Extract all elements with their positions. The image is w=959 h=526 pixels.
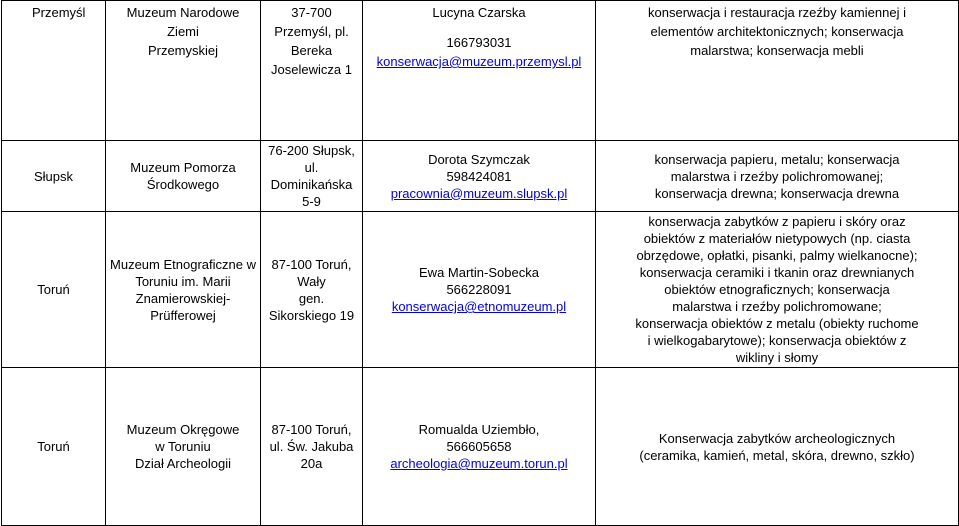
contact-phone: 566605658: [446, 439, 512, 454]
scope-line: konserwacja zabytków z papieru i skóry oraz: [648, 214, 906, 229]
museum-name-line: Muzeum Okręgowe: [126, 422, 240, 437]
scope-cell: [596, 1, 959, 141]
scope-cell: [596, 212, 959, 368]
address-cell: [261, 141, 363, 212]
museum-name-line: Muzeum Narodowe Ziemi: [126, 5, 240, 39]
contact-person: Lucyna Czarska: [432, 5, 526, 20]
scope-cell: [596, 368, 959, 526]
contact-cell: [363, 141, 596, 212]
museum-name-line: Prüfferowej: [150, 307, 216, 323]
contact-email-link[interactable]: konserwacja@etnomuzeum.pl: [391, 299, 567, 314]
scope-cell: [596, 141, 959, 212]
museum-cell: [106, 1, 261, 141]
table-row: [2, 1, 959, 141]
museum-name-line: Muzeum Pomorza: [130, 160, 236, 175]
scope-line: konserwacja obiektów z metalu (obiekty ruchome: [635, 316, 919, 331]
table-row: [2, 141, 959, 212]
scope-line: i wielkogabarytowe); konserwacja obiektów z: [647, 333, 907, 348]
scope-line: obrzędowe, opłatki, pisanki, palmy wielkanocne);: [636, 248, 918, 263]
scope-line: obiektów etnograficznych; konserwacja: [664, 282, 890, 297]
address-line: Dominikańska 5-9: [270, 177, 353, 209]
address-cell: [261, 212, 363, 368]
museum-cell: [106, 368, 261, 526]
scope-line: konserwacja ceramiki i tkanin oraz drewnianych: [639, 265, 915, 280]
city-name: Toruń: [37, 439, 70, 454]
scope-line: malarstwa i rzeźby polichromowane;: [672, 299, 882, 314]
scope-line: konserwacja papieru, metalu; konserwacja: [654, 151, 900, 167]
museum-name-line: Przemyskiej: [147, 43, 219, 58]
contact-cell: [363, 368, 596, 526]
city-cell: [2, 368, 106, 526]
address-line: gen. Sikorskiego 19: [268, 290, 355, 323]
conservation-table: [1, 0, 959, 526]
address-line: Bereka Joselewicza 1: [271, 43, 352, 77]
contact-cell: [363, 1, 596, 141]
museum-cell: [106, 212, 261, 368]
table-row: [2, 212, 959, 368]
scope-line: (ceramika, kamień, metal, skóra, drewno, szkło): [639, 447, 915, 463]
address-line: ul. Św. Jakuba 20a: [269, 439, 354, 471]
contact-cell: [363, 212, 596, 368]
scope-line: konserwacja i restauracja rzeźby kamiennej i: [648, 5, 906, 20]
scope-line: wikliny i słomy: [735, 350, 819, 365]
address-cell: [261, 368, 363, 526]
scope-line: obiektów z materiałów nietypowych (np. ciasta: [643, 231, 911, 246]
table-row: [2, 368, 959, 526]
contact-person: Romualda Uziembło,: [418, 422, 540, 437]
address-line: 87-100 Toruń,: [271, 422, 352, 437]
city-name: Toruń: [37, 282, 70, 297]
museum-name-line: Środkowego: [146, 177, 220, 192]
museum-name-line: Dział Archeologii: [134, 456, 232, 471]
scope-line: malarstwa i rzeźby polichromowanej;: [670, 168, 884, 184]
city-name: Słupsk: [33, 168, 74, 184]
scope-line: elementów architektonicznych; konserwacja: [650, 24, 904, 39]
museum-name-line: Muzeum Etnograficzne w: [110, 256, 256, 272]
contact-person: Dorota Szymczak: [428, 151, 530, 167]
museum-cell: [106, 141, 261, 212]
address-line: 76-200 Słupsk, ul.: [268, 143, 355, 175]
museum-name-line: w Toruniu: [155, 439, 211, 454]
city-cell: [2, 1, 106, 141]
contact-person: Ewa Martin-Sobecka: [419, 265, 539, 280]
contact-phone: 166793031: [446, 35, 512, 50]
scope-line: malarstwa; konserwacja mebli: [690, 43, 864, 58]
city-cell: [2, 212, 106, 368]
contact-phone: 566228091: [446, 282, 512, 297]
city-name: Przemyśl: [32, 5, 86, 20]
city-cell: [2, 141, 106, 212]
address-line: 37-700 Przemyśl, pl.: [274, 5, 349, 39]
contact-email-link[interactable]: archeologia@muzeum.torun.pl: [390, 456, 568, 471]
address-line: 87-100 Toruń, Wały: [271, 256, 352, 289]
contact-email-link[interactable]: pracownia@muzeum.slupsk.pl: [390, 185, 568, 201]
scope-line: konserwacja drewna; konserwacja drewna: [654, 185, 900, 201]
contact-email-link[interactable]: konserwacja@muzeum.przemysl.pl: [376, 54, 582, 69]
address-cell: [261, 1, 363, 141]
contact-phone: 598424081: [446, 168, 512, 184]
scope-line: Konserwacja zabytków archeologicznych: [658, 430, 896, 446]
museum-name-line: Toruniu im. Marii: [135, 273, 231, 289]
museum-name-line: Znamierowskiej-: [135, 290, 231, 306]
